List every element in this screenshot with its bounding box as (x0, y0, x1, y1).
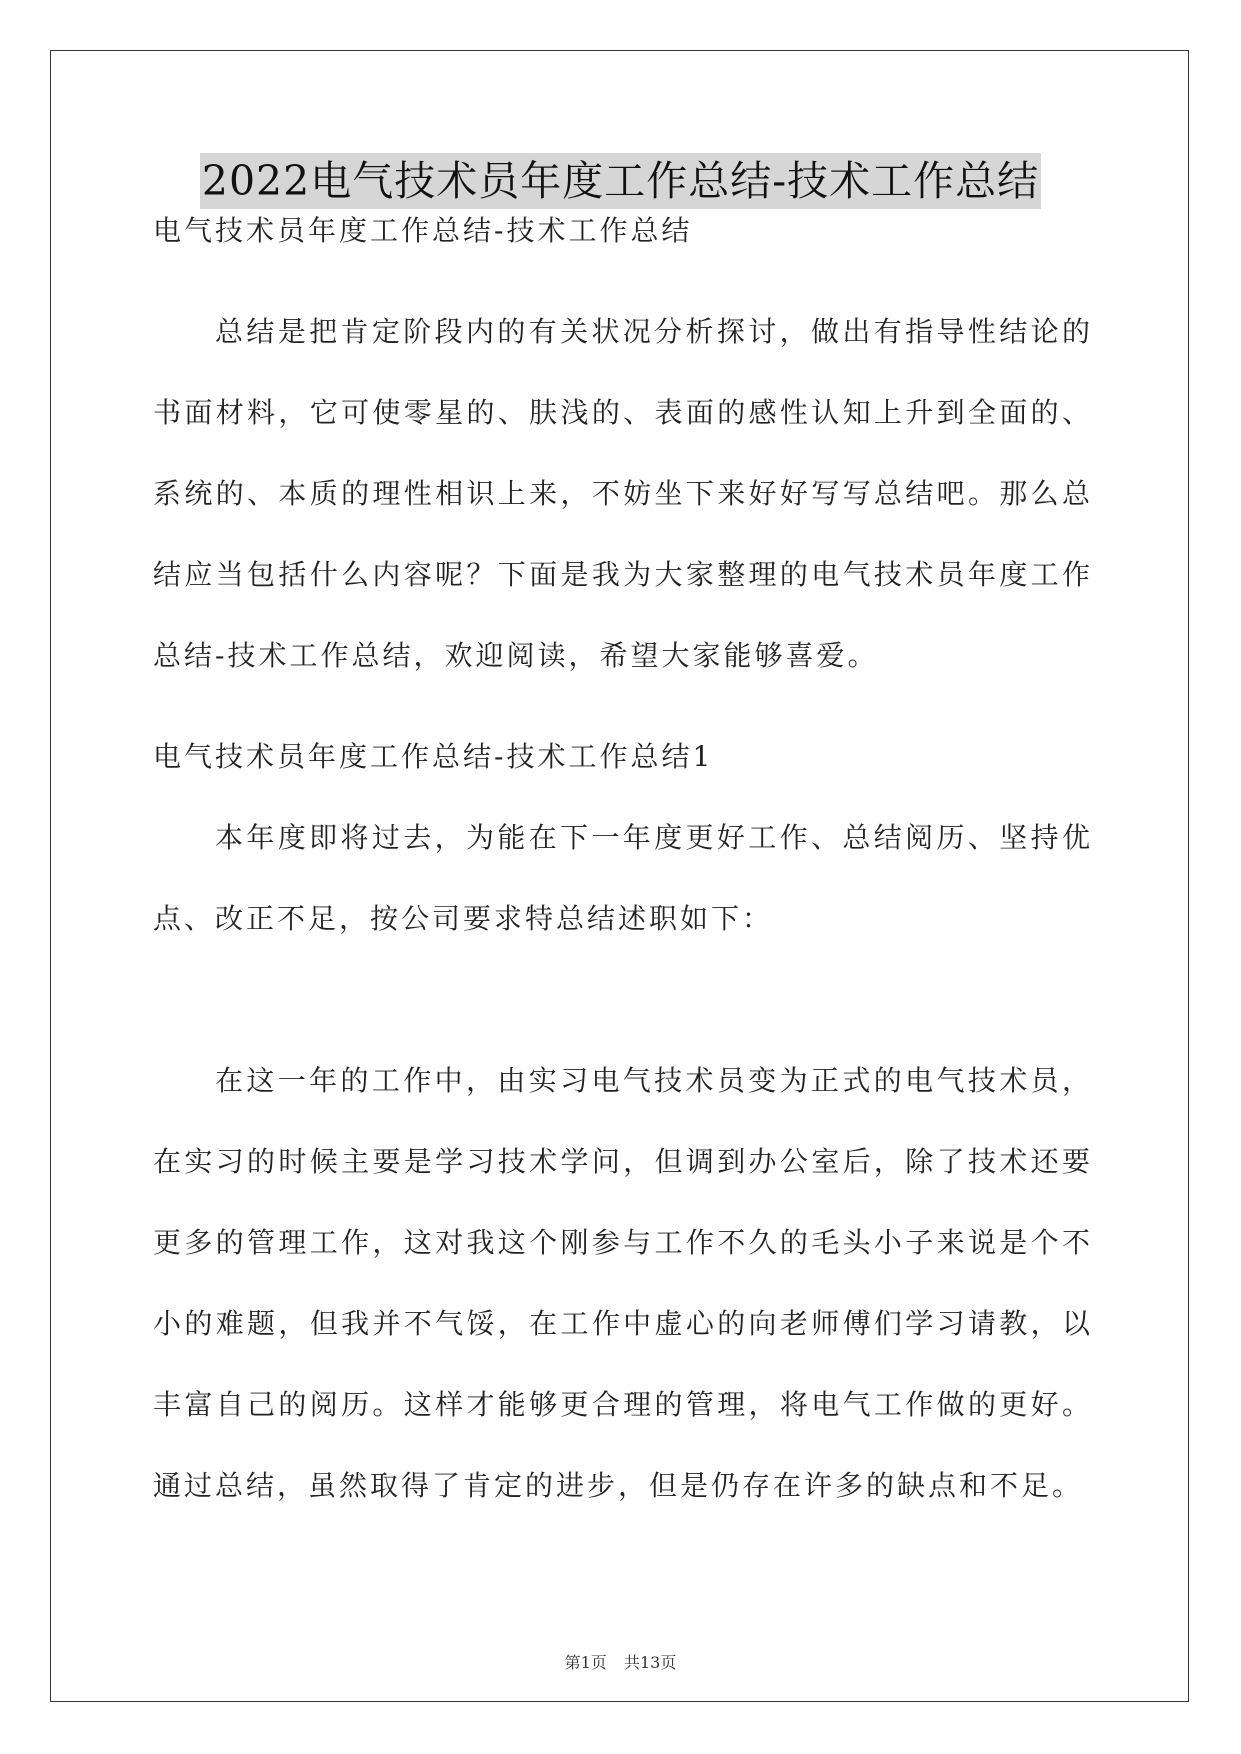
page-footer (0, 1650, 1241, 1673)
section-1-paragraph-1: 本年度即将过去，为能在下一年度更好工作、总结阅历、坚持优点、改正不足，按公司要求特总结述职如下： (153, 821, 1093, 935)
page-number: 第1页 (564, 1653, 607, 1672)
page-total: 共13页 (623, 1653, 677, 1672)
document-title: 2022电气技术员年度工作总结-技术工作总结 (200, 153, 1041, 209)
section-heading-1: 电气技术员年度工作总结-技术工作总结1 (153, 740, 714, 773)
intro-paragraph: 总结是把肯定阶段内的有关状况分析探讨，做出有指导性结论的书面材料，它可使零星的、肤浅的、表面的感性认知上升到全面的、系统的、本质的理性相识上来，不妨坐下来好好写写总结吧。那么总结应当包括什么内容呢？下面是我为大家整理的电气技术员年度工作总结-技术工作总结，欢迎阅读，希望大家能够喜爱。 (153, 315, 1093, 672)
document-subtitle: 电气技术员年度工作总结-技术工作总结 (153, 214, 693, 247)
section-1-paragraph-2: 在这一年的工作中，由实习电气技术员变为正式的电气技术员，在实习的时候主要是学习技术学问，但调到办公室后，除了技术还要更多的管理工作，这对我这个刚参与工作不久的毛头小子来说是个不小的难题，但我并不气馁，在工作中虚心的向老师傅们学习请教，以丰富自己的阅历。这样才能够更合理的管理，将电气工作做的更好。通过总结，虽然取得了肯定的进步，但是仍存在许多的缺点和不足。 (153, 1064, 1093, 1502)
